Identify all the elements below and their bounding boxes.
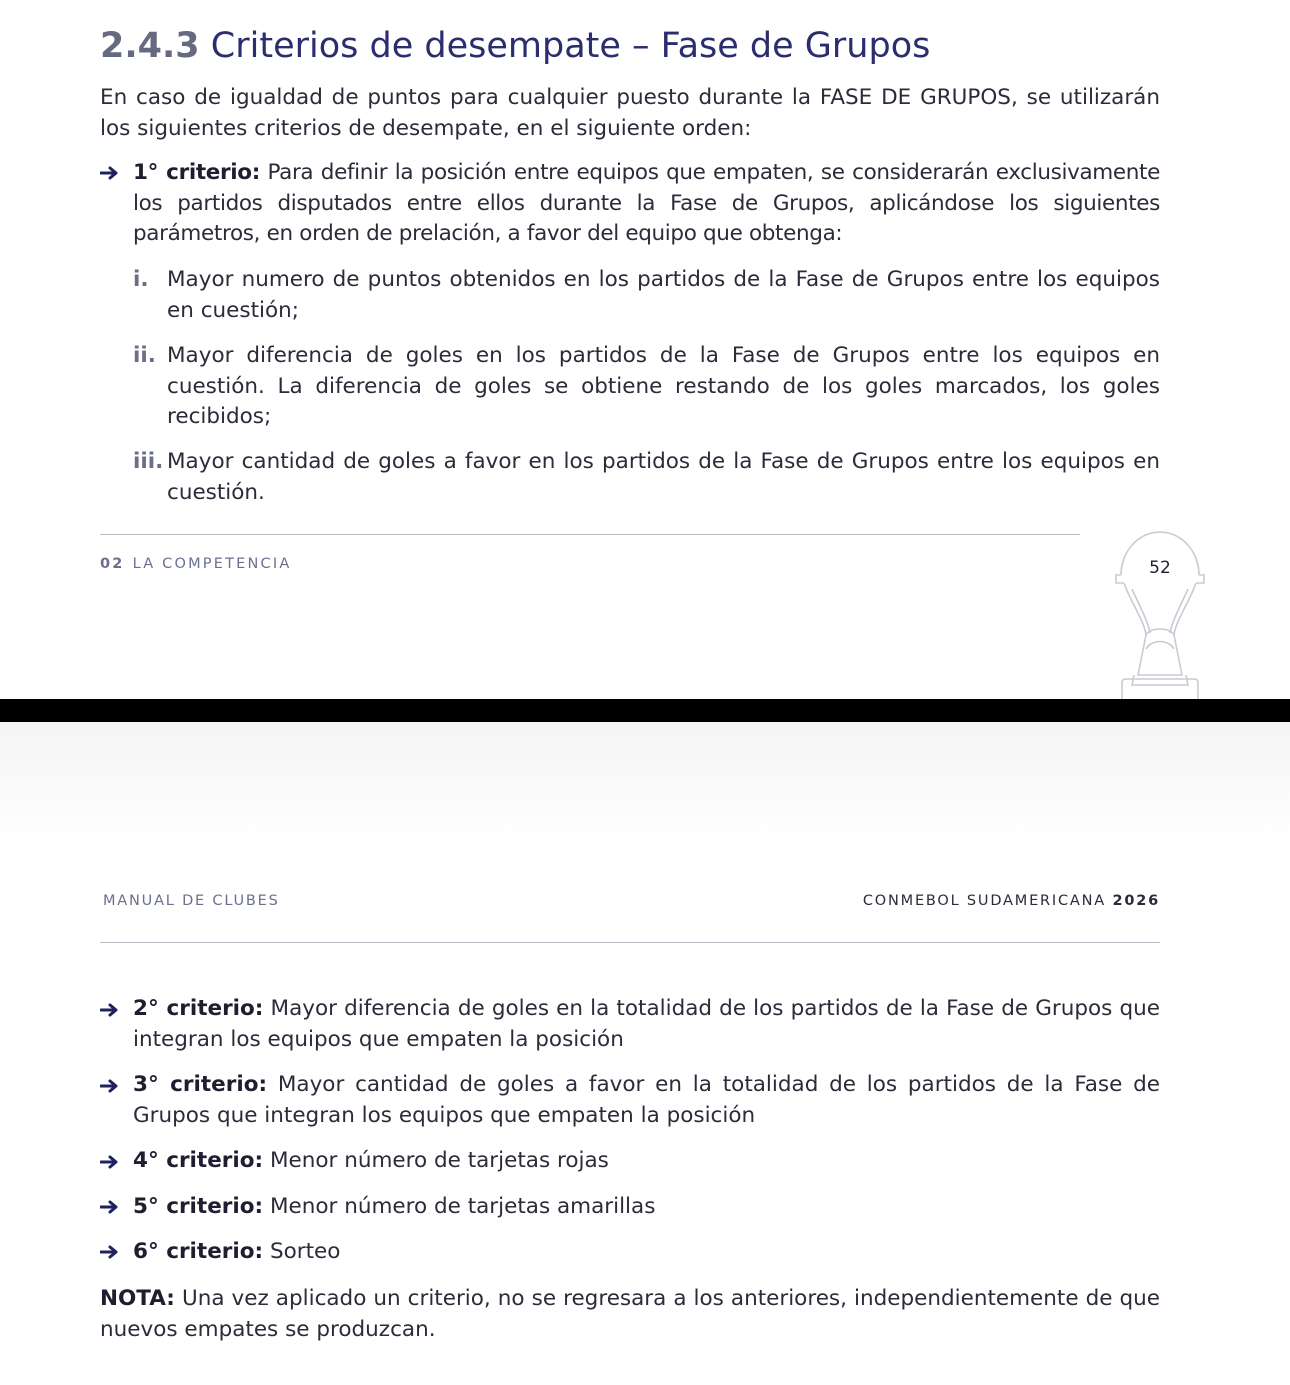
header-divider — [100, 942, 1160, 943]
trophy-icon — [1112, 525, 1208, 699]
criterio-6-text: Sorteo — [269, 1239, 341, 1264]
criterio-4 — [133, 1146, 1160, 1177]
header-competition-name: CONMEBOL SUDAMERICANA — [862, 893, 1107, 909]
page-number: 52 — [1149, 558, 1171, 578]
arrow-right-icon — [100, 166, 120, 180]
criterio-2-text: Mayor diferencia de goles en la totalidad de los partidos de la Fase de Grupos que integran los equipos que empaten la posición — [133, 996, 1160, 1052]
criterio-2-label: 2° criterio: — [133, 996, 264, 1021]
criterio-3 — [133, 1070, 1160, 1131]
footer-divider — [100, 534, 1080, 535]
header-manual-title: MANUAL DE CLUBES — [103, 893, 280, 909]
nota-label: NOTA: — [100, 1286, 175, 1311]
footer-section-number: 02 — [100, 556, 125, 572]
arrow-right-icon — [100, 1200, 120, 1214]
header-year: 2026 — [1112, 893, 1160, 909]
criterio-3-text: Mayor cantidad de goles a favor en la totalidad de los partidos de la Fase de Grupos que integran los equipos que empaten la posición — [133, 1072, 1160, 1128]
arrow-right-icon — [100, 1245, 120, 1259]
criterio-6 — [133, 1237, 1160, 1268]
criterio-1-text: Para definir la posición entre equipos que empaten, se considerarán exclusivamente los partidos disputados entre ellos durante la Fase de Grupos, aplicándose los siguientes parámetros, en orden de prelación, a favor del equipo que obtenga: — [133, 160, 1160, 246]
section-title: Criterios de desempate – Fase de Grupos — [210, 26, 931, 66]
criterio-1-label: 1° criterio: — [133, 160, 260, 185]
criterio-5-label: 5° criterio: — [133, 1194, 264, 1219]
arrow-right-icon — [100, 1155, 120, 1169]
sub-item-iii-text: Mayor cantidad de goles a favor en los partidos de la Fase de Grupos entre los equipos en cuestión. — [167, 449, 1160, 505]
criterio-4-label: 4° criterio: — [133, 1148, 264, 1173]
criterio-2 — [133, 994, 1160, 1055]
criterio-5-text: Menor número de tarjetas amarillas — [269, 1194, 656, 1219]
sub-item-i-text: Mayor numero de puntos obtenidos en los partidos de la Fase de Grupos entre los equipos en cuestión; — [167, 267, 1160, 323]
section-number: 2.4.3 — [100, 26, 200, 66]
sub-item-marker-i: i. — [133, 267, 149, 292]
header-competition — [863, 893, 1160, 909]
footer-section-label — [100, 556, 291, 572]
page-separator — [0, 699, 1290, 722]
criterio-6-label: 6° criterio: — [133, 1239, 264, 1264]
nota-text: Una vez aplicado un criterio, no se regresara a los anteriores, independientemente de que nuevos empates se produzcan. — [100, 1286, 1161, 1342]
intro-paragraph: En caso de igualdad de puntos para cualquier puesto durante la FASE DE GRUPOS, se utilizarán los siguientes criterios de desempate, en el siguiente orden: — [100, 85, 1160, 141]
nota-paragraph — [100, 1284, 1160, 1345]
criterio-5 — [133, 1192, 1160, 1223]
sub-item-marker-iii: iii. — [133, 449, 164, 474]
criterio-1 — [133, 158, 1160, 250]
criterio-3-label: 3° criterio: — [133, 1072, 268, 1097]
sub-item-marker-ii: ii. — [133, 343, 156, 368]
footer-section-name: LA COMPETENCIA — [132, 556, 292, 572]
section-heading — [100, 26, 930, 66]
arrow-right-icon — [100, 1003, 120, 1017]
sub-item-ii-text: Mayor diferencia de goles en los partidos de la Fase de Grupos entre los equipos en cuestión. La diferencia de goles se obtiene restando de los goles marcados, los goles recibidos; — [167, 343, 1160, 429]
criterio-4-text: Menor número de tarjetas rojas — [269, 1148, 609, 1173]
arrow-right-icon — [100, 1079, 120, 1093]
